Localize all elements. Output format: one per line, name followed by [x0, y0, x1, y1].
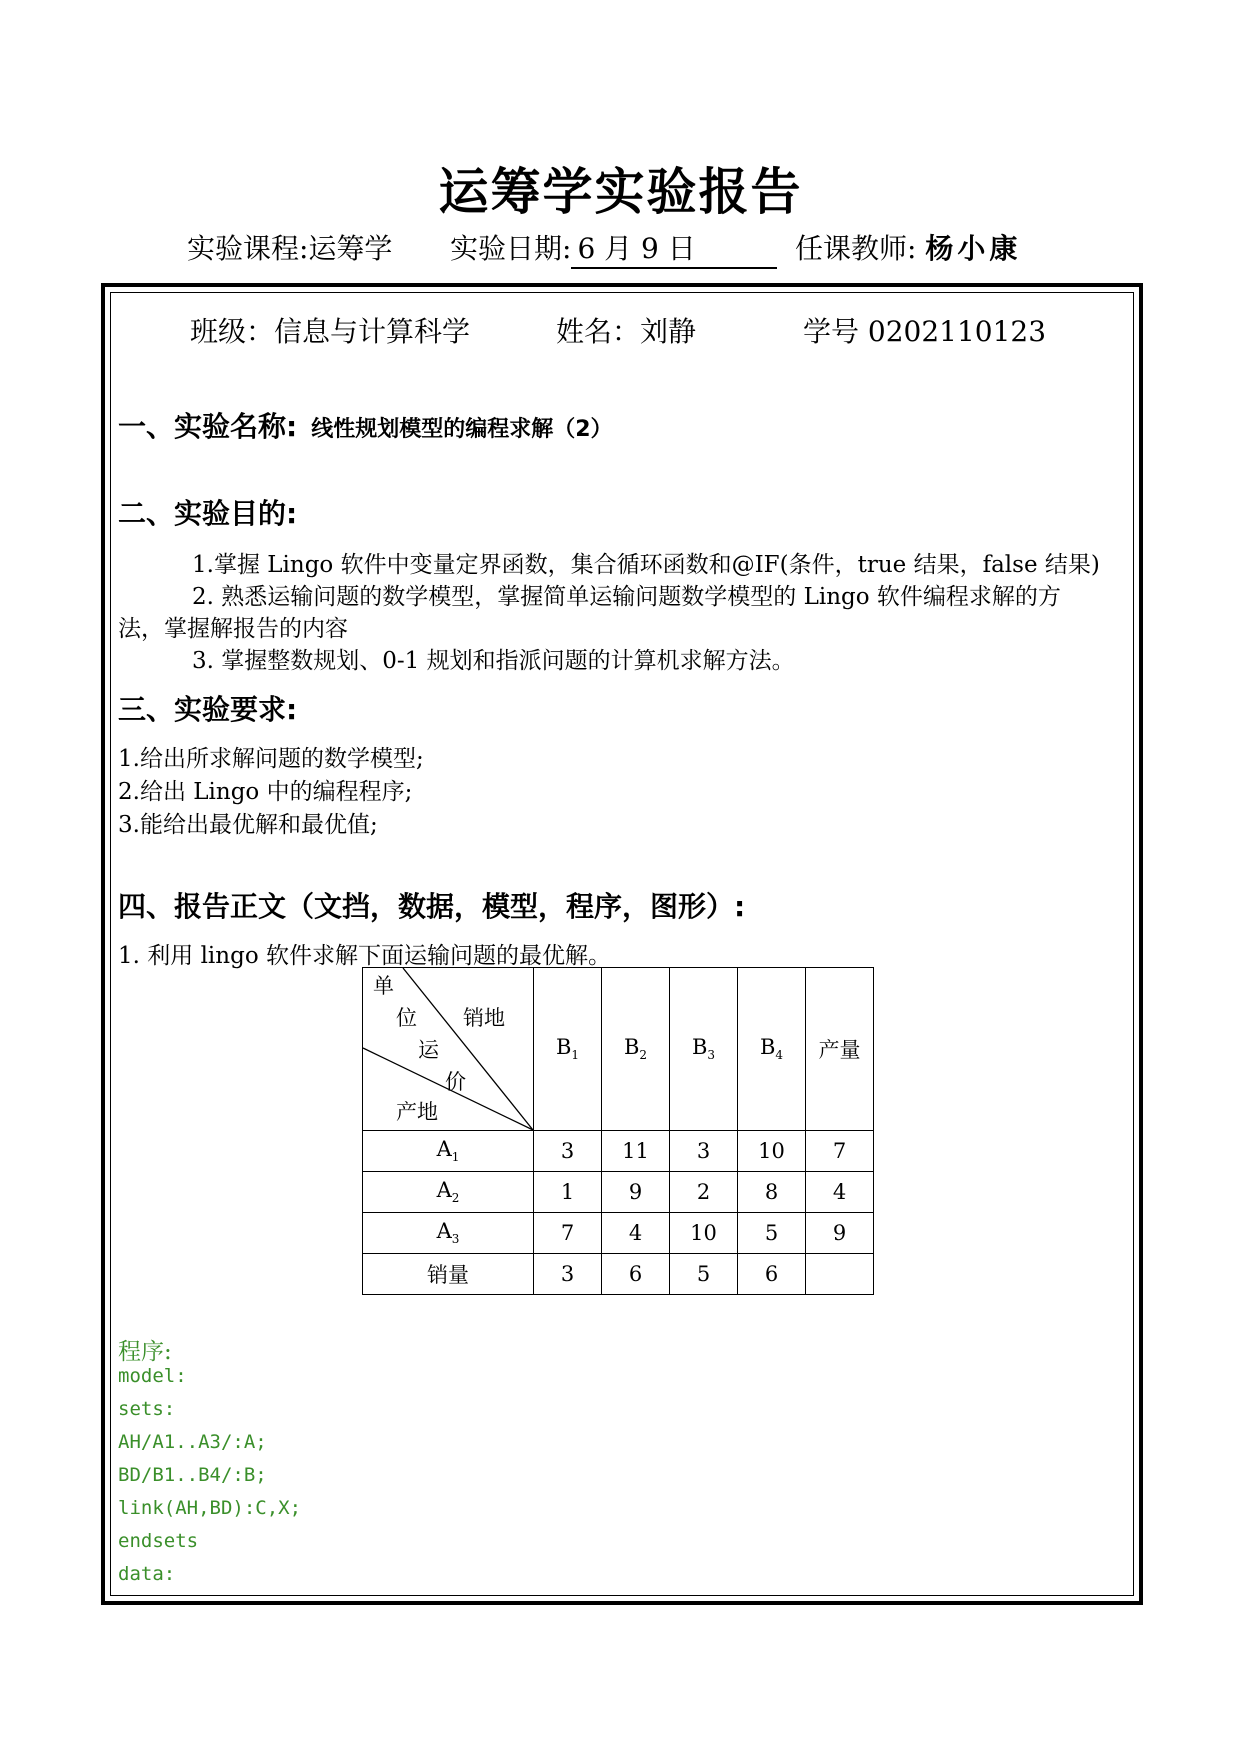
table-header-row — [363, 968, 874, 1131]
code-line: BD/B1..B4/:B; — [118, 1464, 267, 1486]
requirement-2: 2.给出 Lingo 中的编程程序; — [118, 779, 413, 805]
student-id-info: 学号 0202110123 — [803, 315, 1047, 348]
objective-line-4: 3. 掌握整数规划、0-1 规划和指派问题的计算机求解方法。 — [192, 648, 795, 674]
teacher-label: 任课教师: — [795, 232, 917, 265]
col-header-supply: 产量 — [806, 968, 874, 1131]
table-row — [363, 1254, 874, 1295]
code-line: sets: — [118, 1398, 176, 1420]
code-line: data: — [118, 1563, 176, 1585]
date-field — [450, 227, 777, 269]
table-cell: 9 — [602, 1172, 670, 1213]
problem-intro: 1. 利用 lingo 软件求解下面运输问题的最优解。 — [118, 943, 611, 969]
row-label-a2: $A_2$ — [363, 1172, 534, 1213]
table-cell: 3 — [670, 1131, 738, 1172]
col-header-b3: $B_3$ — [670, 968, 738, 1131]
teacher-field — [795, 227, 1021, 267]
table-cell: 5 — [738, 1213, 806, 1254]
section-4-heading: 四、报告正文（文挡，数据，模型，程序，图形）: — [118, 890, 746, 923]
table-cell: 2 — [670, 1172, 738, 1213]
table-cell: 3 — [534, 1131, 602, 1172]
row-label-demand: 销量 — [363, 1254, 534, 1295]
table-cell: 7 — [806, 1131, 874, 1172]
table-cell: 8 — [738, 1172, 806, 1213]
code-line: model: — [118, 1365, 187, 1387]
program-title: 程序: — [118, 1339, 172, 1365]
section-3-heading: 三、实验要求: — [118, 693, 298, 726]
diag-label-wei: 位 — [396, 1006, 417, 1030]
section-2-heading: 二、实验目的: — [118, 497, 298, 530]
report-title: 运筹学实验报告 — [438, 163, 803, 221]
table-row — [363, 1213, 874, 1254]
diag-label-dan: 单 — [373, 974, 394, 998]
table-cell: 9 — [806, 1213, 874, 1254]
diag-label-jia: 价 — [445, 1070, 466, 1094]
class-info: 班级：信息与计算科学 — [190, 315, 471, 348]
name-info: 姓名：刘静 — [556, 315, 697, 348]
table-cell: 5 — [670, 1254, 738, 1295]
col-header-b1: $B_1$ — [534, 968, 602, 1131]
table-cell: 6 — [602, 1254, 670, 1295]
objective-line-2: 2. 熟悉运输问题的数学模型，掌握简单运输问题数学模型的 Lingo 软件编程求解的方 — [192, 584, 1061, 610]
table-cell: 1 — [534, 1172, 602, 1213]
table-cell: 4 — [602, 1213, 670, 1254]
col-header-b2: $B_2$ — [602, 968, 670, 1131]
table-cell: 10 — [738, 1131, 806, 1172]
experiment-name: 线性规划模型的编程求解（2） — [311, 417, 613, 442]
table-cell: 6 — [738, 1254, 806, 1295]
date-value: 6 月 9 日 — [571, 227, 777, 269]
code-line: link(AH,BD):C,X; — [118, 1497, 302, 1519]
table-row — [363, 1131, 874, 1172]
code-line: endsets — [118, 1530, 199, 1552]
teacher-name: 杨小康 — [925, 232, 1022, 265]
section-1-heading — [118, 405, 613, 445]
section-1-title: 一、实验名称: — [118, 410, 298, 443]
requirement-1: 1.给出所求解问题的数学模型; — [118, 746, 424, 772]
row-label-a3: $A_3$ — [363, 1213, 534, 1254]
diag-label-chandi: 产地 — [396, 1100, 438, 1124]
course-label: 实验课程:运筹学 — [187, 232, 393, 265]
diagonal-header-cell — [363, 968, 534, 1131]
col-header-b4: $B_4$ — [738, 968, 806, 1131]
table-cell: 7 — [534, 1213, 602, 1254]
table-cell: 3 — [534, 1254, 602, 1295]
objective-line-3: 法，掌握解报告的内容 — [118, 616, 348, 642]
table-cell: 4 — [806, 1172, 874, 1213]
code-line: AH/A1..A3/:A; — [118, 1431, 267, 1453]
table-row — [363, 1172, 874, 1213]
table-cell: 11 — [602, 1131, 670, 1172]
diag-label-yun: 运 — [418, 1038, 439, 1062]
transport-table — [362, 967, 874, 1295]
date-label: 实验日期: — [450, 232, 572, 265]
objective-line-1: 1.掌握 Lingo 软件中变量定界函数，集合循环函数和@IF(条件，true 结果，false 结果) — [192, 552, 1100, 578]
requirement-3: 3.能给出最优解和最优值; — [118, 812, 378, 838]
row-label-a1: $A_1$ — [363, 1131, 534, 1172]
table-cell — [806, 1254, 874, 1295]
table-cell: 10 — [670, 1213, 738, 1254]
diag-label-xiaodi: 销地 — [463, 1006, 505, 1030]
